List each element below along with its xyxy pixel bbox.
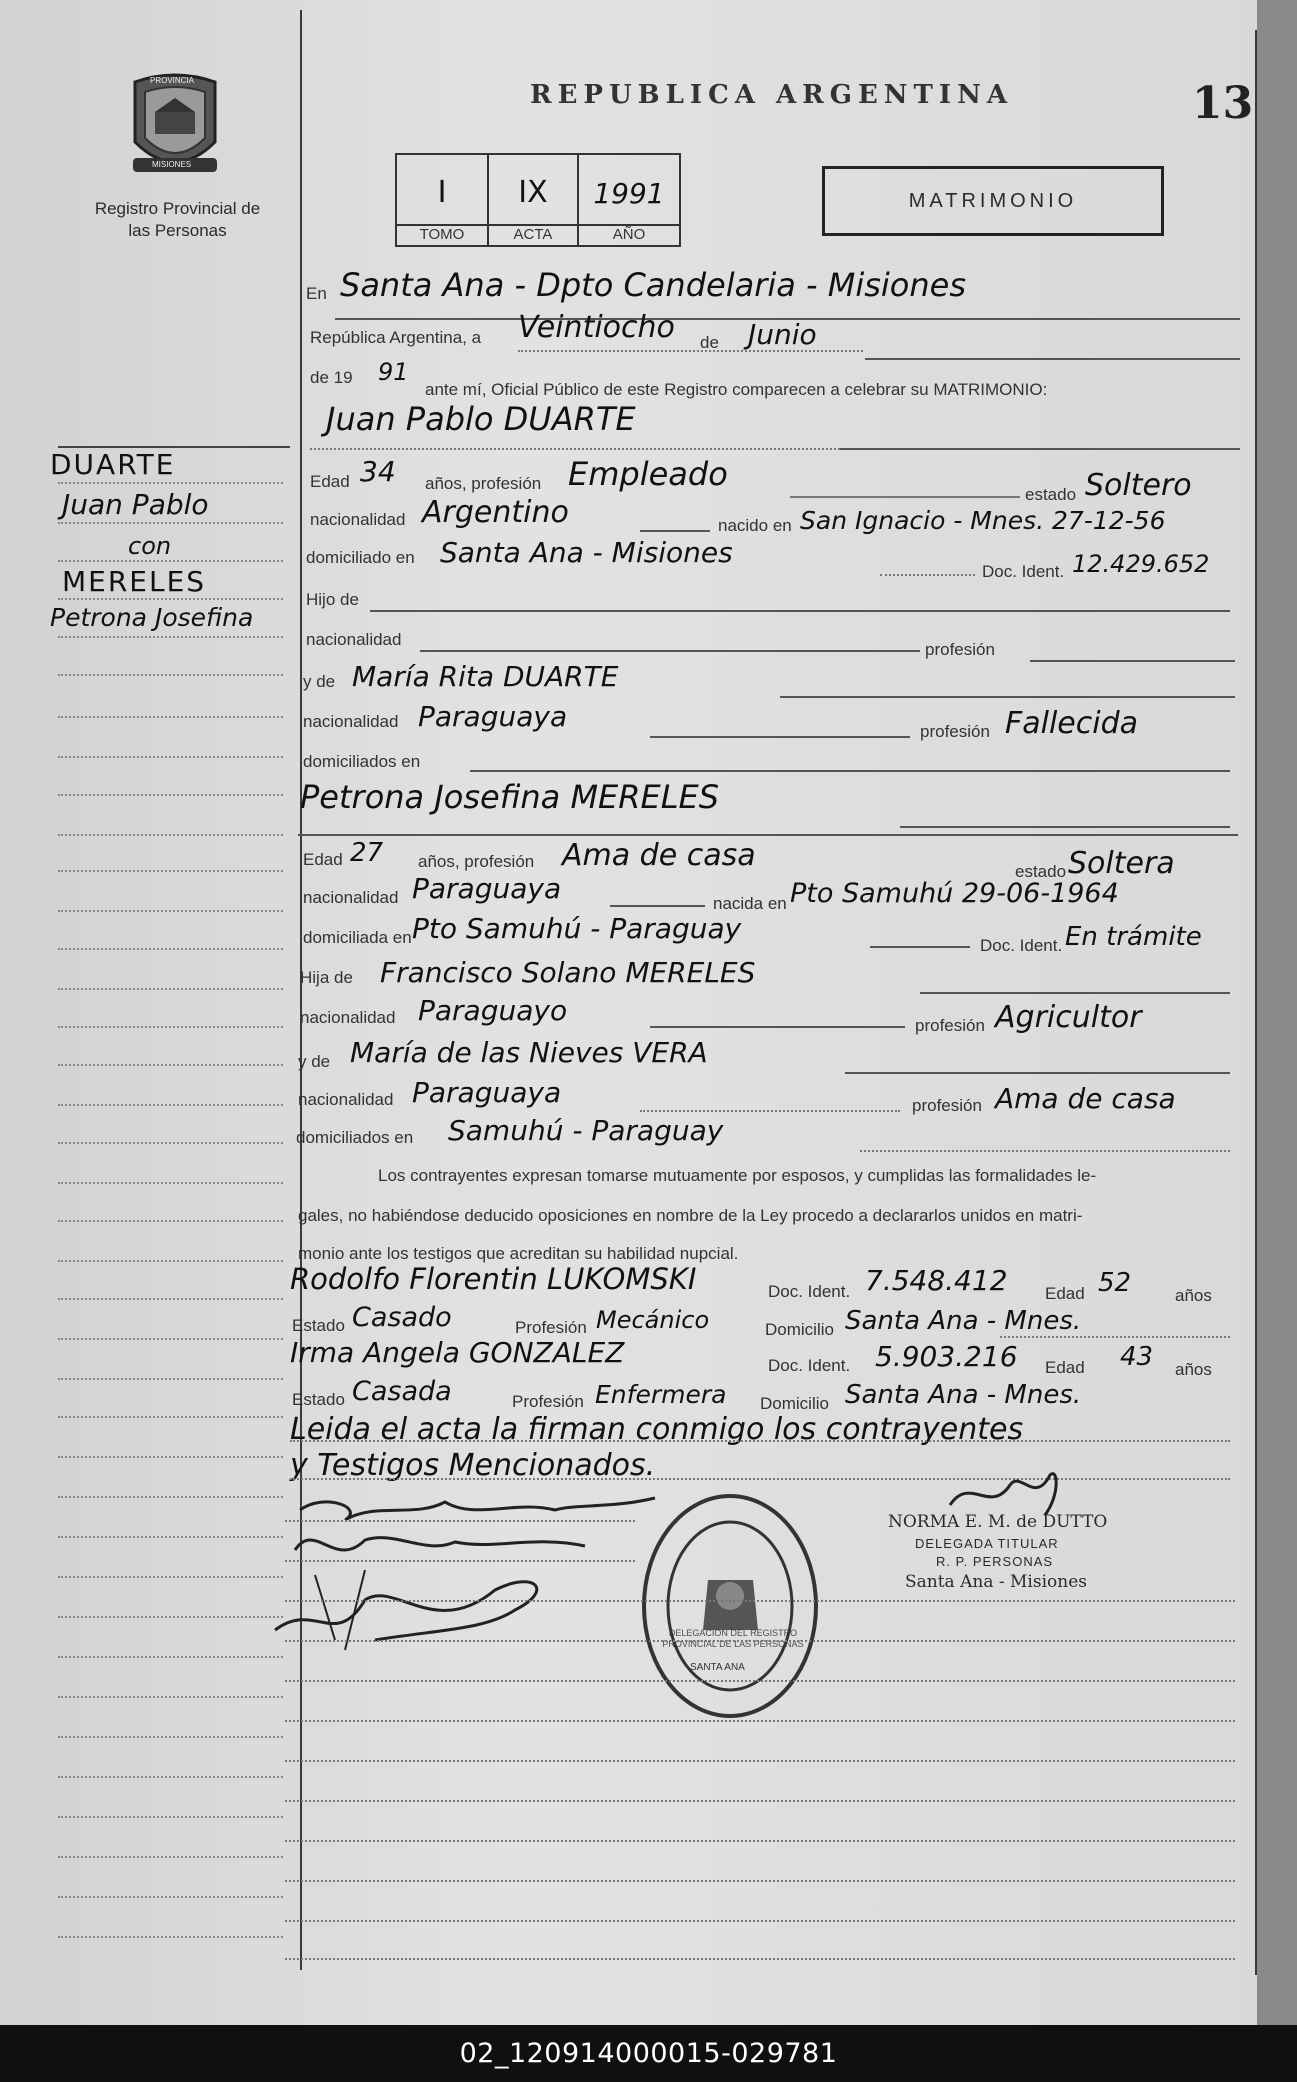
bride-hija-label: Hija de: [300, 968, 353, 987]
bride-nacida-label: nacida en: [713, 894, 787, 913]
groom-civil-status: Soltero: [1085, 468, 1192, 503]
officer-name: NORMA E. M. de DUTTO: [888, 1512, 1108, 1532]
groom-nacido-label: nacido en: [718, 516, 792, 535]
witness1-prof-label: Profesión: [515, 1318, 587, 1337]
witness2-name: Irma Angela GONZALEZ: [290, 1336, 625, 1369]
bride-profession: Ama de casa: [562, 838, 756, 873]
groom-edad-label: Edad: [310, 472, 350, 491]
bride-name: Petrona Josefina MERELES: [300, 778, 720, 816]
bride-mother-prof-label: profesión: [912, 1096, 982, 1115]
place-value: Santa Ana - Dpto Candelaria - Misiones: [340, 266, 967, 304]
witness1-anos-label: años: [1175, 1286, 1212, 1305]
registry-stamp-icon: [638, 1490, 823, 1722]
groom-yde-label: y de: [303, 672, 336, 691]
bride-mother-nationality: Paraguaya: [412, 1076, 562, 1109]
witness2-profession: Enfermera: [595, 1380, 727, 1409]
witness2-anos-label: años: [1175, 1360, 1212, 1379]
seal-top-text: PROVINCIA: [150, 76, 195, 85]
en-label: En: [306, 284, 327, 303]
bride-mother-profession: Ama de casa: [995, 1082, 1176, 1115]
margin-name2: Petrona Josefina: [50, 603, 254, 632]
witness2-civil-status: Casada: [352, 1376, 452, 1407]
stamp-inner-text: SANTA ANA: [690, 1662, 745, 1673]
witness1-domicile: Santa Ana - Mnes.: [845, 1306, 1082, 1336]
groom-mother-nac-label: nacionalidad: [303, 712, 399, 731]
seal-bottom-text: MISIONES: [152, 160, 192, 169]
groom-nac-label: nacionalidad: [310, 510, 406, 529]
groom-name: Juan Pablo DUARTE: [326, 400, 636, 438]
bride-domicile: Pto Samuhú - Paraguay: [412, 912, 742, 945]
bride-civil-status: Soltera: [1068, 846, 1175, 881]
groom-age: 34: [360, 455, 396, 488]
statement-line2: gales, no habiéndose deducido oposiciones en nombre de la Ley procedo a declararlos unidos en matri-: [298, 1206, 1083, 1225]
ano-label: AÑO: [579, 224, 679, 243]
tomo-value: I: [437, 175, 447, 210]
statement-line3: monio ante los testigos que acreditan su habilidad nupcial.: [298, 1244, 739, 1263]
year-prefix: de 19: [310, 368, 353, 387]
bride-dom-parents-label: domiciliados en: [296, 1128, 414, 1147]
groom-father-nac-label: nacionalidad: [306, 630, 402, 649]
groom-nationality: Argentino: [422, 495, 569, 530]
bride-birth: Pto Samuhú 29-06-1964: [790, 878, 1119, 909]
bride-parents-domicile: Samuhú - Paraguay: [448, 1114, 724, 1147]
ante-text: ante mí, Oficial Público de este Registro comparecen a celebrar su MATRIMONIO:: [425, 380, 1048, 399]
witness2-edad-label: Edad: [1045, 1358, 1085, 1377]
bride-father-prof-label: profesión: [915, 1016, 985, 1035]
bride-father-nac-label: nacionalidad: [300, 1008, 396, 1027]
year-suffix: 91: [378, 358, 409, 386]
groom-mother-nationality: Paraguaya: [418, 700, 568, 733]
bride-age: 27: [350, 838, 384, 868]
de-label: de: [700, 333, 719, 352]
page-edge: [1257, 0, 1297, 2025]
right-border: [1255, 30, 1257, 1975]
groom-dom-parents-label: domiciliados en: [303, 752, 421, 771]
acta-value: IX: [518, 175, 548, 210]
day-value: Veintiocho: [518, 310, 675, 345]
stamp-ring-text: DELEGACION DEL REGISTRO PROVINCIAL DE LAS PERSONAS: [662, 1628, 804, 1649]
closing-line2: y Testigos Mencionados.: [290, 1448, 656, 1483]
groom-estado-label: estado: [1025, 485, 1077, 504]
officer-location: Santa Ana - Misiones: [905, 1572, 1087, 1592]
bride-dom-label: domiciliada en: [303, 928, 412, 947]
bride-father: Francisco Solano MERELES: [380, 956, 756, 989]
groom-doc-label: Doc. Ident.: [982, 562, 1065, 581]
witness2-estado-label: Estado: [292, 1390, 345, 1409]
groom-dom-label: domiciliado en: [306, 548, 415, 567]
statement-line1: Los contrayentes expresan tomarse mutuamente por esposos, y cumplidas las formalidades le-: [378, 1166, 1097, 1185]
act-reference-box: [395, 153, 681, 247]
officer-office: R. P. PERSONAS: [936, 1554, 1054, 1569]
tomo-label: TOMO: [397, 224, 487, 243]
witness1-estado-label: Estado: [292, 1316, 345, 1335]
margin-surname2: MERELES: [62, 565, 207, 598]
bride-nac-label: nacionalidad: [303, 888, 399, 907]
bride-estado-label: estado: [1015, 862, 1067, 881]
margin-con: con: [128, 532, 172, 560]
witness2-doc: 5.903.216: [875, 1340, 1018, 1373]
witness2-prof-label: Profesión: [512, 1392, 584, 1411]
witness1-age: 52: [1098, 1268, 1132, 1298]
republica-label: República Argentina, a: [310, 328, 482, 347]
document-code: 02_120914000015-029781: [0, 2025, 1297, 2082]
witness1-edad-label: Edad: [1045, 1284, 1085, 1303]
witness2-dom-label: Domicilio: [760, 1394, 829, 1413]
bride-mother-nac-label: nacionalidad: [298, 1090, 394, 1109]
country-title: REPUBLICA ARGENTINA: [530, 80, 1014, 110]
groom-birth: San Ignacio - Mnes. 27-12-56: [800, 506, 1166, 535]
witness2-doc-label: Doc. Ident.: [768, 1356, 851, 1375]
witness1-profession: Mecánico: [596, 1306, 710, 1334]
signatures-icon: [255, 1480, 685, 1660]
acta-label: ACTA: [489, 224, 577, 243]
registry-name: Registro Provincial de las Personas: [94, 199, 261, 240]
witness1-dom-label: Domicilio: [765, 1320, 834, 1339]
witness1-civil-status: Casado: [352, 1302, 452, 1333]
bride-father-nationality: Paraguayo: [418, 994, 568, 1027]
page-number: 13: [1192, 78, 1254, 129]
groom-profession: Empleado: [568, 455, 728, 493]
witness1-doc: 7.548.412: [865, 1264, 1008, 1297]
bride-mother: María de las Nieves VERA: [350, 1036, 708, 1069]
margin-surname1: DUARTE: [50, 448, 176, 481]
witness2-domicile: Santa Ana - Mnes.: [845, 1380, 1082, 1410]
month-value: Junio: [748, 318, 817, 351]
bride-father-profession: Agricultor: [995, 1000, 1142, 1035]
witness1-doc-label: Doc. Ident.: [768, 1282, 851, 1301]
groom-anos-label: años, profesión: [425, 474, 542, 493]
groom-mother-prof-label: profesión: [920, 722, 990, 741]
witness1-name: Rodolfo Florentin LUKOMSKI: [290, 1262, 697, 1296]
bride-doc-label: Doc. Ident.: [980, 936, 1063, 955]
groom-domicile: Santa Ana - Misiones: [440, 536, 733, 569]
bride-anos-label: años, profesión: [418, 852, 535, 871]
groom-doc: 12.429.652: [1072, 550, 1210, 578]
bride-edad-label: Edad: [303, 850, 343, 869]
margin-divider: [300, 10, 302, 1970]
closing-line1: Leida el acta la firman conmigo los contrayentes: [290, 1412, 1024, 1447]
margin-name1: Juan Pablo: [62, 488, 209, 521]
bride-yde-label: y de: [298, 1052, 331, 1071]
act-type-box: MATRIMONIO: [822, 166, 1164, 236]
bride-nationality: Paraguaya: [412, 872, 562, 905]
groom-hijo-label: Hijo de: [306, 590, 359, 609]
ano-value: 1991: [593, 177, 665, 210]
groom-mother-profession: Fallecida: [1005, 706, 1139, 741]
witness2-age: 43: [1120, 1342, 1154, 1372]
groom-mother: María Rita DUARTE: [352, 660, 619, 693]
officer-title: DELEGADA TITULAR: [915, 1536, 1059, 1551]
groom-father-prof-label: profesión: [925, 640, 995, 659]
bride-doc: En trámite: [1065, 922, 1202, 952]
